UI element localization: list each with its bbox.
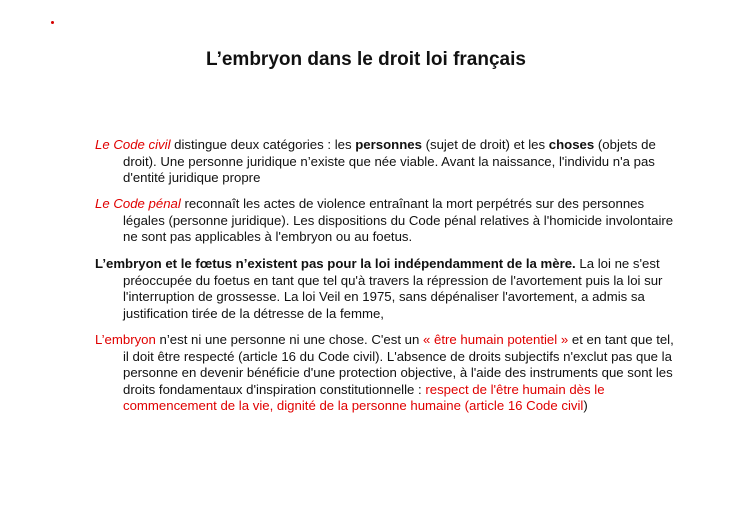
respect-highlight: respect de l'être humain dès le commencement de la vie, dignité de la personne humaine (article 16 Code civil bbox=[123, 381, 605, 413]
p1-text: distingue deux catégories : les bbox=[170, 137, 356, 152]
paragraph-code-penal bbox=[95, 196, 683, 246]
p3-text: La loi ne s'est préoccupée du foetus en tant que tel qu'à travers la répression de l'avortement puis la loi sur l'interruption de grossesse. La loi Veil en 1975, sans dépénaliser l'avortement, a admis sa justification tirée de la détresse de la femme, bbox=[123, 256, 663, 321]
etre-humain-potentiel-term: « être humain potentiel » bbox=[423, 332, 569, 347]
p3-heading: L’embryon et le fœtus n’existent pas pour la loi indépendamment de la mère. bbox=[95, 256, 576, 271]
choses-term: choses bbox=[548, 137, 595, 152]
red-dot-marker bbox=[51, 21, 54, 24]
paragraph-embryon-foetus bbox=[95, 256, 683, 322]
code-penal-term: Le Code pénal bbox=[95, 196, 181, 211]
p1-text: (sujet de droit) et les bbox=[421, 137, 549, 152]
slide-title: L’embryon dans le droit loi français bbox=[206, 49, 526, 70]
paragraph-etre-humain-potentiel bbox=[95, 332, 683, 415]
p2-text: reconnaît les actes de violence entraînant la mort perpétrés sur des personnes légales (personne juridique). Les dispositions du Code pénal relatives à l'homicide involontaire ne sont pas applicables à l'embryon ou au foetus. bbox=[123, 196, 674, 244]
p1-text: (objets de droit). Une personne juridique n’existe que née viable. Avant la naissance, l'individu n'a pas d'entité juridique propre bbox=[123, 137, 656, 185]
personnes-term: personnes bbox=[355, 137, 422, 152]
code-civil-term: Le Code civil bbox=[95, 137, 171, 152]
p4-text: et en tant que tel, il doit être respecté (article 16 du Code civil). L'absence de droits subjectifs n'exclut pas que la personne en devenir bénéficie d'une protection objective, à l'aide des instruments que sont les droits fondamentaux d'inspiration constitutionnelle : bbox=[123, 332, 674, 397]
p4-text: n’est ni une personne ni une chose. C'est un bbox=[155, 332, 424, 347]
embryon-term: L’embryon bbox=[95, 332, 156, 347]
paragraph-code-civil bbox=[95, 137, 683, 187]
p4-text: ) bbox=[583, 398, 588, 413]
